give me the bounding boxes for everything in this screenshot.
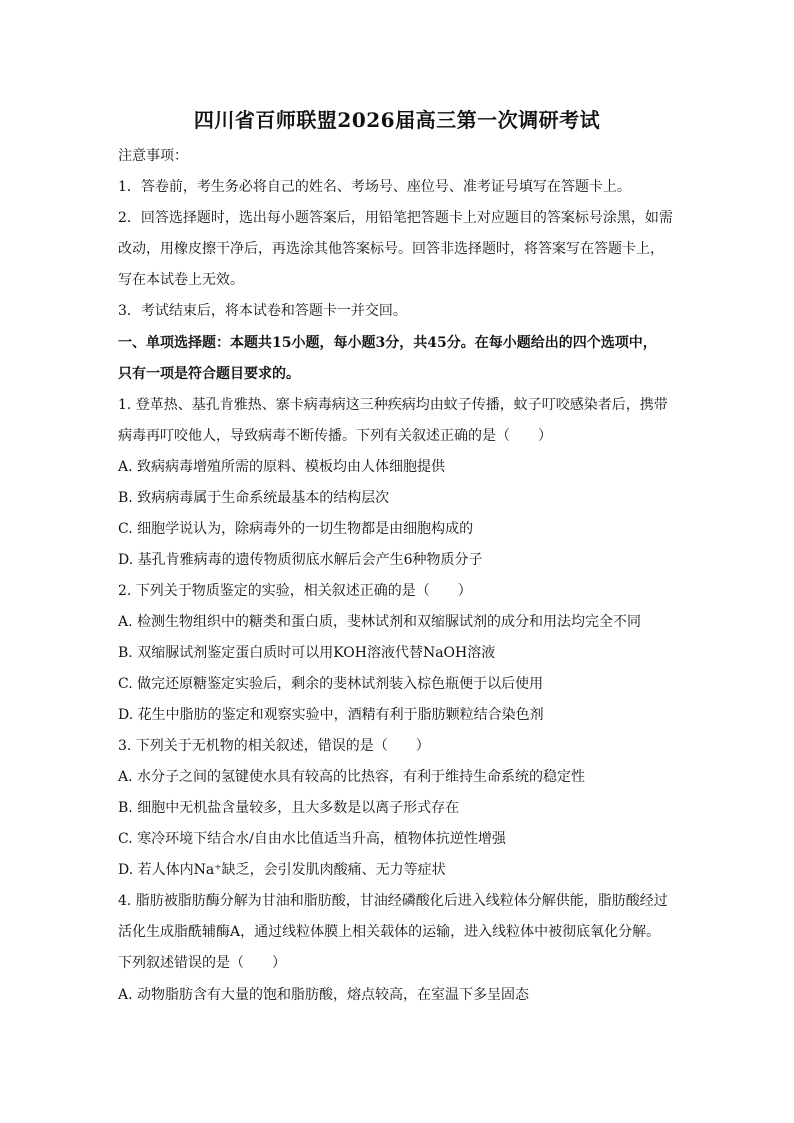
notice-heading: 注意事项： bbox=[118, 148, 188, 164]
question-option: D. 花生中脂肪的鉴定和观察实验中，酒精有利于脂肪颗粒结合染色剂 bbox=[118, 707, 544, 723]
question-stem: 病毒再叮咬他人，导致病毒不断传播。下列有关叙述正确的是（ ） bbox=[118, 428, 552, 444]
question-option: B. 双缩脲试剂鉴定蛋白质时可以用KOH溶液代替NaOH溶液 bbox=[118, 645, 496, 661]
question-option: C. 做完还原糖鉴定实验后，剩余的斐林试剂装入棕色瓶便于以后使用 bbox=[118, 676, 544, 692]
question-option: C. 寒冷环境下结合水/自由水比值适当升高，植物体抗逆性增强 bbox=[118, 831, 506, 847]
notice-item: 改动，用橡皮擦干净后，再选涂其他答案标号。回答非选择题时，将答案写在答题卡上， bbox=[118, 241, 664, 257]
question-stem: 2. 下列关于物质鉴定的实验，相关叙述正确的是（ ） bbox=[118, 583, 472, 599]
question-stem: 下列叙述错误的是（ ） bbox=[118, 955, 286, 971]
notice-item: 写在本试卷上无效。 bbox=[118, 272, 244, 288]
question-option: A. 致病病毒增殖所需的原料、模板均由人体细胞提供 bbox=[118, 459, 446, 475]
notice-item: 2．回答选择题时，选出每小题答案后，用铅笔把答题卡上对应题目的答案标号涂黑，如需 bbox=[118, 210, 673, 226]
question-option: D. 基孔肯雅病毒的遗传物质彻底水解后会产生6种物质分子 bbox=[118, 552, 483, 568]
question-option: C. 细胞学说认为，除病毒外的一切生物都是由细胞构成的 bbox=[118, 521, 474, 537]
section-heading: 一、单项选择题：本题共15小题，每小题3分，共45分。在每小题给出的四个选项中， bbox=[118, 335, 657, 351]
section-heading: 只有一项是符合题目要求的。 bbox=[118, 366, 300, 382]
exam-title: 四川省百师联盟2026届高三第一次调研考试 bbox=[193, 108, 601, 132]
question-option: D. 若人体内Na⁺缺乏，会引发肌肉酸痛、无力等症状 bbox=[118, 862, 446, 878]
question-stem: 4. 脂肪被脂肪酶分解为甘油和脂肪酸，甘油经磷酸化后进入线粒体分解供能，脂肪酸经过 bbox=[118, 893, 668, 909]
question-option: A. 水分子之间的氢键使水具有较高的比热容，有利于维持生命系统的稳定性 bbox=[118, 769, 586, 785]
question-stem: 活化生成脂酰辅酶A，通过线粒体膜上相关载体的运输，进入线粒体中被彻底氧化分解。 bbox=[118, 924, 661, 940]
question-option: A. 检测生物组织中的糖类和蛋白质，斐林试剂和双缩脲试剂的成分和用法均完全不同 bbox=[118, 614, 642, 630]
notice-item: 1．答卷前，考生务必将自己的姓名、考场号、座位号、准考证号填写在答题卡上。 bbox=[118, 179, 631, 195]
question-option: B. 致病病毒属于生命系统最基本的结构层次 bbox=[118, 490, 390, 506]
notice-item: 3．考试结束后，将本试卷和答题卡一并交回。 bbox=[118, 303, 407, 319]
question-stem: 1. 登革热、基孔肯雅热、寨卡病毒病这三种疾病均由蚊子传播，蚊子叮咬感染者后，携带 bbox=[118, 397, 668, 413]
question-option: B. 细胞中无机盐含量较多，且大多数是以离子形式存在 bbox=[118, 800, 460, 816]
question-option: A. 动物脂肪含有大量的饱和脂肪酸，熔点较高，在室温下多呈固态 bbox=[118, 987, 530, 1003]
question-stem: 3. 下列关于无机物的相关叙述，错误的是（ ） bbox=[118, 738, 430, 754]
